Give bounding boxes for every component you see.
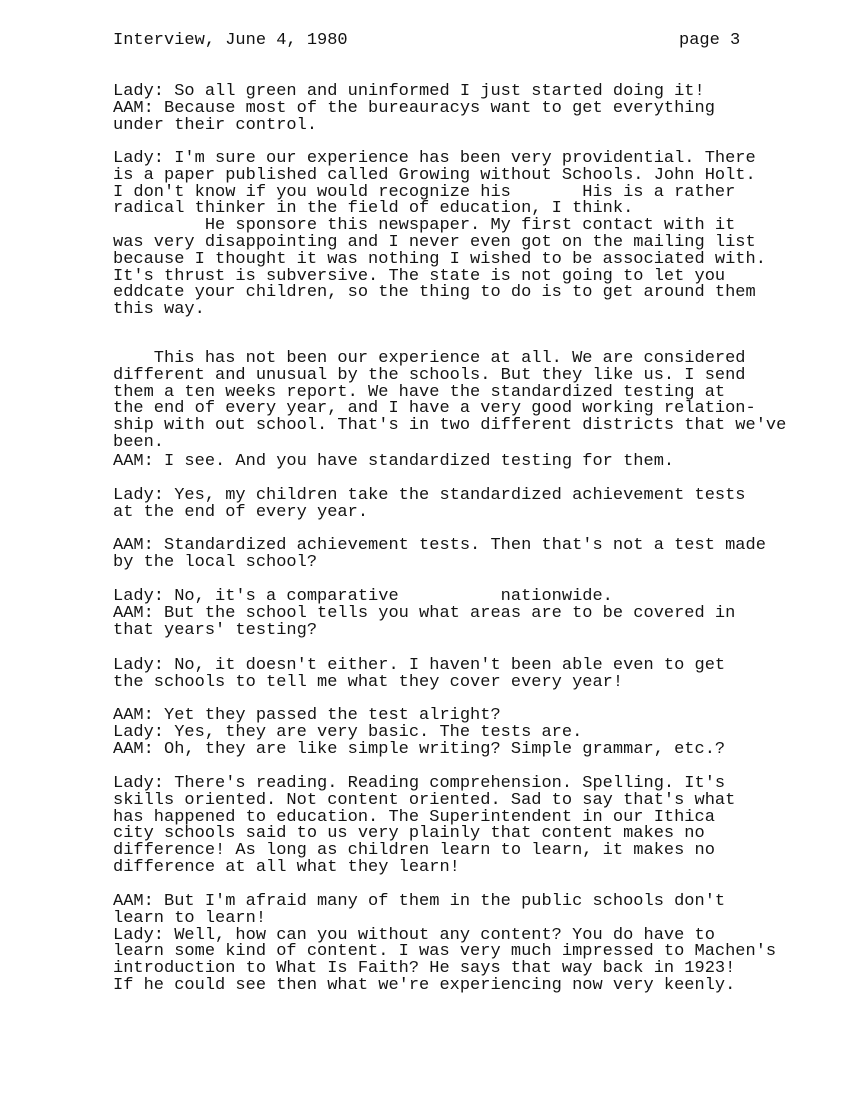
text-line: learn to learn! (113, 908, 267, 928)
paragraph (113, 776, 735, 877)
page-number: page 3 (679, 31, 741, 50)
text-line: by the local school? (113, 552, 318, 572)
text-line: at the end of every year. (113, 502, 369, 522)
text-line: Lady: So all green and uninformed I just started doing it! (113, 82, 705, 101)
text-line: introduction to What Is Faith? He says that way back in 1923! (113, 959, 736, 979)
text-line: has happened to education. The Superintendent in our Ithica (113, 807, 715, 827)
text-line: Lady: Yes, they are very basic. The tests are. (113, 722, 583, 742)
text-line: the end of every year, and I have a very good working relation- (113, 399, 756, 419)
text-line: was very disappointing and I never even got on the mailing list (113, 232, 756, 252)
text-line: them a ten weeks report. We have the standardized testing at (113, 382, 726, 402)
text-line: under their control. (113, 115, 318, 135)
text-line: He sponsore this newspaper. My first contact with it (113, 216, 736, 236)
text-line: city schools said to us very plainly that content makes no (113, 824, 705, 844)
paragraph (113, 84, 715, 134)
document-title: Interview, June 4, 1980 (113, 31, 348, 50)
text-line: radical thinker in the field of education, I think. (113, 199, 634, 219)
text-line: Lady: Well, how can you without any content? You do have to (113, 925, 715, 945)
text-line: I don't know if you would recognize his His is a rather (113, 182, 736, 202)
text-line: Lady: I'm sure our experience has been very providential. There (113, 149, 756, 168)
text-line: that years' testing? (113, 620, 318, 640)
text-line: is a paper published called Growing without Schools. John Holt. (113, 165, 756, 185)
text-line: the schools to tell me what they cover every year! (113, 672, 624, 692)
text-line: Lady: No, it's a comparative nationwide. (113, 587, 613, 606)
paragraph (113, 894, 776, 995)
text-line: AAM: Yet they passed the test alright? (113, 706, 501, 725)
text-line: AAM: Because most of the bureauracys want to get everything (113, 98, 715, 118)
text-line: difference at all what they learn! (113, 857, 460, 877)
text-line: It's thrust is subversive. The state is not going to let you (113, 266, 726, 286)
text-line: AAM: But the school tells you what areas are to be covered in (113, 603, 736, 623)
text-line: ship with out school. That's in two different districts that we've (113, 416, 787, 436)
text-line: different and unusual by the schools. But they like us. I send (113, 365, 746, 385)
text-line: eddcate your children, so the thing to do is to get around them (113, 283, 756, 303)
paragraph (113, 708, 725, 758)
text-line: learn some kind of content. I was very much impressed to Machen's (113, 942, 777, 962)
text-line: this way. (113, 300, 205, 320)
paragraph (113, 658, 725, 692)
paragraph (113, 454, 674, 471)
text-line: AAM: Oh, they are like simple writing? Simple grammar, etc.? (113, 739, 726, 759)
text-line: because I thought it was nothing I wished to be associated with. (113, 249, 766, 269)
text-line: If he could see then what we're experiencing now very keenly. (113, 975, 736, 995)
text-line: Lady: No, it doesn't either. I haven't been able even to get (113, 656, 726, 675)
paragraph (113, 151, 766, 319)
paragraph (113, 351, 786, 452)
text-line: AAM: Standardized achievement tests. Then that's not a test made (113, 536, 766, 555)
paragraph (113, 488, 746, 522)
text-line: AAM: But I'm afraid many of them in the public schools don't (113, 892, 726, 911)
text-line: been. (113, 432, 165, 452)
text-line: difference! As long as children learn to learn, it makes no (113, 841, 715, 861)
text-line: skills oriented. Not content oriented. Sad to say that's what (113, 790, 736, 810)
text-line: Lady: Yes, my children take the standardized achievement tests (113, 486, 746, 505)
paragraph (113, 589, 735, 639)
text-line: AAM: I see. And you have standardized testing for them. (113, 452, 675, 471)
paragraph (113, 538, 766, 572)
text-line: Lady: There's reading. Reading comprehension. Spelling. It's (113, 774, 726, 793)
text-line: This has not been our experience at all. We are considered (113, 349, 746, 368)
